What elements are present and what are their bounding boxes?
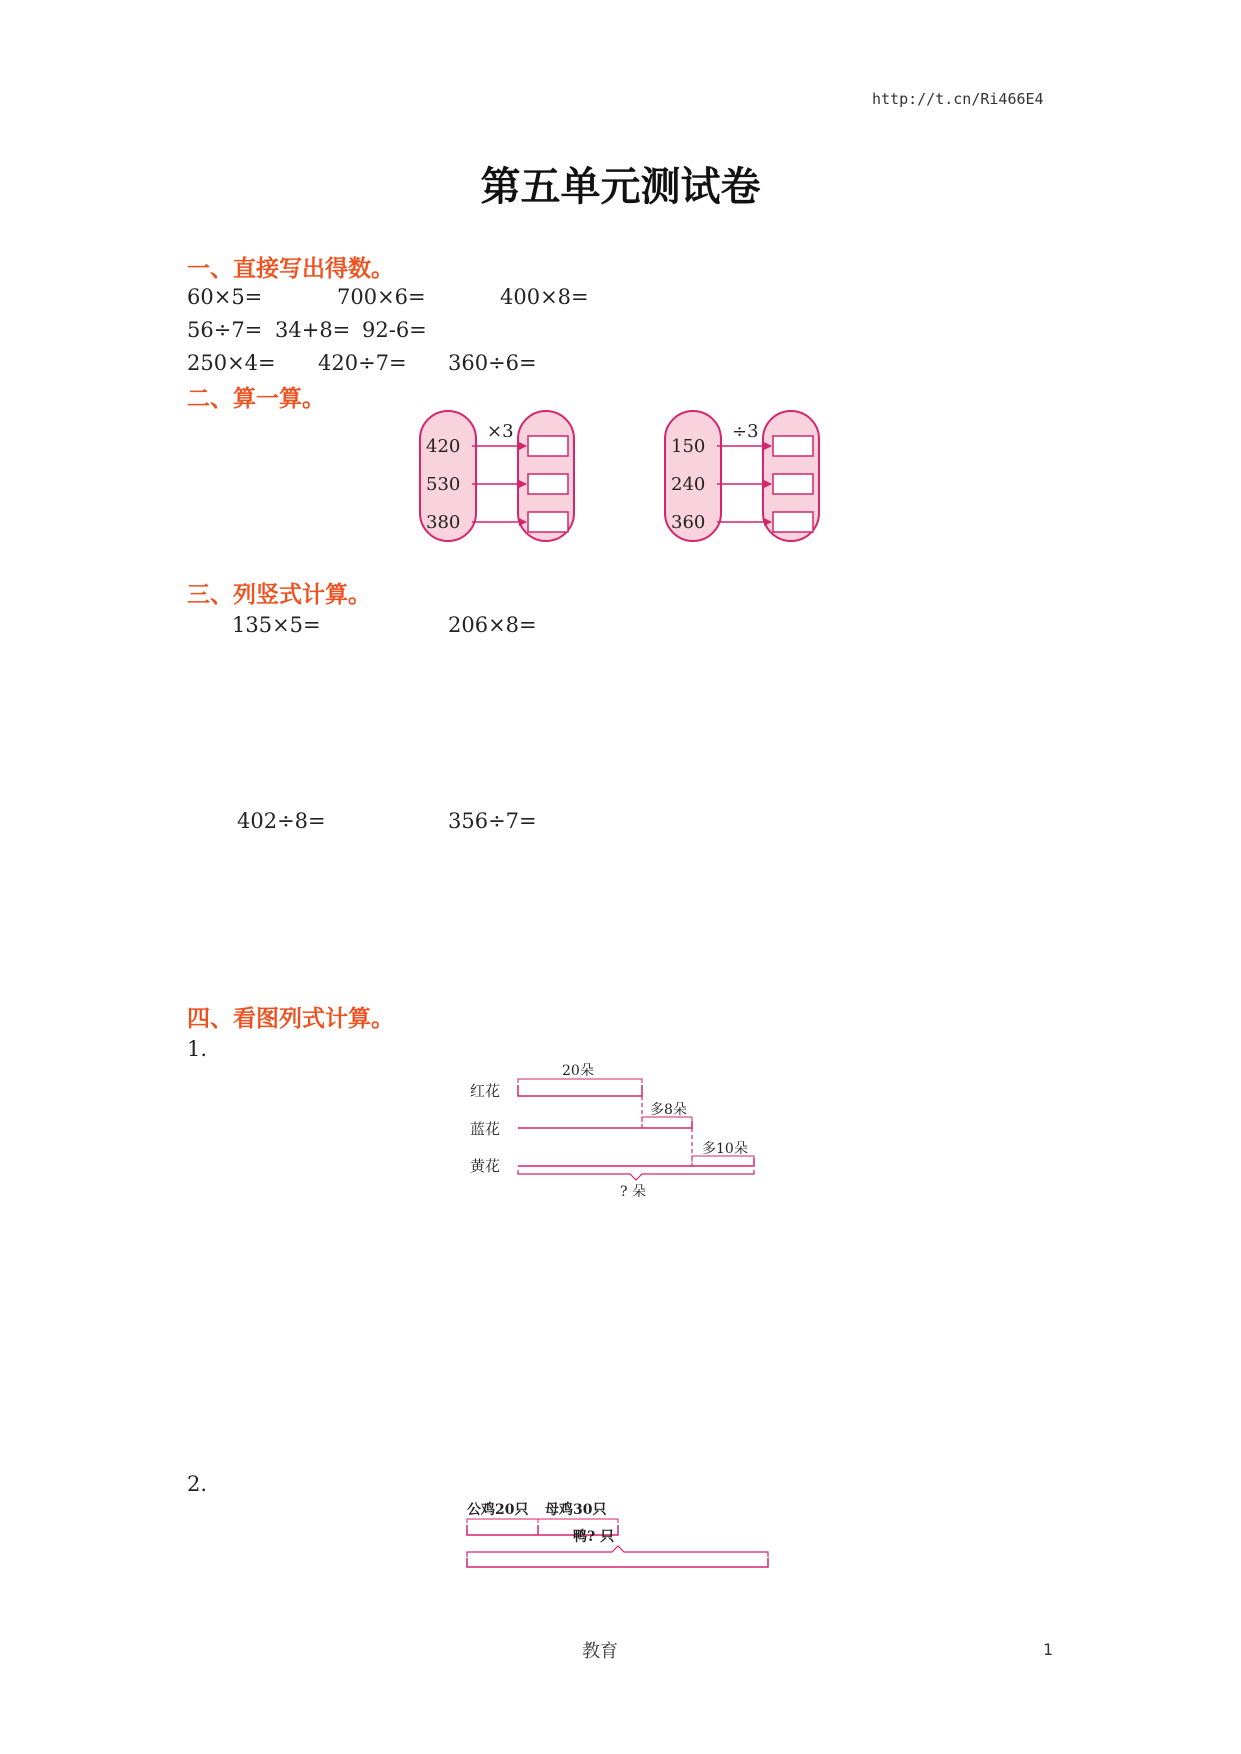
vertical-problem: 135×5= xyxy=(232,613,321,637)
problem-s1-r3-c3: 360÷6= xyxy=(448,351,537,375)
total-brace xyxy=(518,1170,754,1180)
problem-s1-r3-c1: 250×4= xyxy=(187,351,276,375)
blue-more-label: 多8朵 xyxy=(650,1102,687,1118)
problem-s1-r2-c2: 34+8= xyxy=(275,318,351,342)
bracket xyxy=(467,1519,618,1523)
red-flower-label: 红花 xyxy=(470,1082,501,1100)
input-value: 530 xyxy=(426,474,461,495)
page-title: 第五单元测试卷 xyxy=(480,164,761,210)
section1-heading: 一、直接写出得数。 xyxy=(187,256,394,282)
red-count-label: 20朵 xyxy=(562,1063,594,1079)
duck-bar xyxy=(467,1558,768,1567)
poultry-bar-diagram xyxy=(455,1495,795,1585)
question-number: 2. xyxy=(187,1472,208,1496)
multiply-diagram xyxy=(420,411,574,541)
section4-heading: 四、看图列式计算。 xyxy=(187,1006,394,1032)
vertical-problem: 206×8= xyxy=(448,613,537,637)
problem-s1-r1-c3: 400×8= xyxy=(500,285,589,309)
bracket xyxy=(518,1079,642,1083)
section3-heading: 三、列竖式计算。 xyxy=(187,582,371,608)
calc-diagrams xyxy=(410,405,830,550)
input-value: 150 xyxy=(671,436,706,457)
input-value: 360 xyxy=(671,512,706,533)
duck-brace xyxy=(467,1546,768,1557)
header-url: http://t.cn/Ri466E4 xyxy=(872,90,1044,108)
yellow-flower-bar xyxy=(518,1158,754,1166)
blue-flower-bar xyxy=(518,1121,692,1128)
answer-box[interactable] xyxy=(773,436,813,456)
question-number: 1. xyxy=(187,1037,208,1061)
answer-box[interactable] xyxy=(528,512,568,532)
problem-s1-r3-c2: 420÷7= xyxy=(318,351,407,375)
problem-s1-r2-c3: 92-6= xyxy=(362,318,427,342)
yellow-more-label: 多10朵 xyxy=(702,1141,748,1157)
operation-label: ÷3 xyxy=(732,421,759,442)
yellow-flower-label: 黄花 xyxy=(470,1157,501,1175)
blue-flower-label: 蓝花 xyxy=(470,1120,501,1138)
vertical-problem: 402÷8= xyxy=(237,809,326,833)
flower-bar-diagram xyxy=(470,1058,770,1200)
page-number: 1 xyxy=(1043,1640,1054,1659)
vertical-problem: 356÷7= xyxy=(448,809,537,833)
input-value: 420 xyxy=(426,436,461,457)
problem-s1-r1-c2: 700×6= xyxy=(337,285,426,309)
answer-box[interactable] xyxy=(528,436,568,456)
problem-s1-r1-c1: 60×5= xyxy=(187,285,263,309)
red-flower-bar xyxy=(518,1085,642,1096)
answer-box[interactable] xyxy=(528,474,568,494)
rooster-label: 公鸡20只 xyxy=(467,1502,529,1518)
total-question-label: ? 朵 xyxy=(620,1184,646,1200)
answer-box[interactable] xyxy=(773,512,813,532)
answer-box[interactable] xyxy=(773,474,813,494)
divide-diagram xyxy=(665,411,819,541)
operation-label: ×3 xyxy=(487,421,514,442)
hen-label: 母鸡30只 xyxy=(545,1502,607,1518)
input-value: 380 xyxy=(426,512,461,533)
section2-heading: 二、算一算。 xyxy=(187,386,325,412)
footer-text: 教育 xyxy=(582,1641,618,1662)
duck-label: 鸭? 只 xyxy=(573,1529,615,1545)
problem-s1-r2-c1: 56÷7= xyxy=(187,318,263,342)
input-value: 240 xyxy=(671,474,706,495)
